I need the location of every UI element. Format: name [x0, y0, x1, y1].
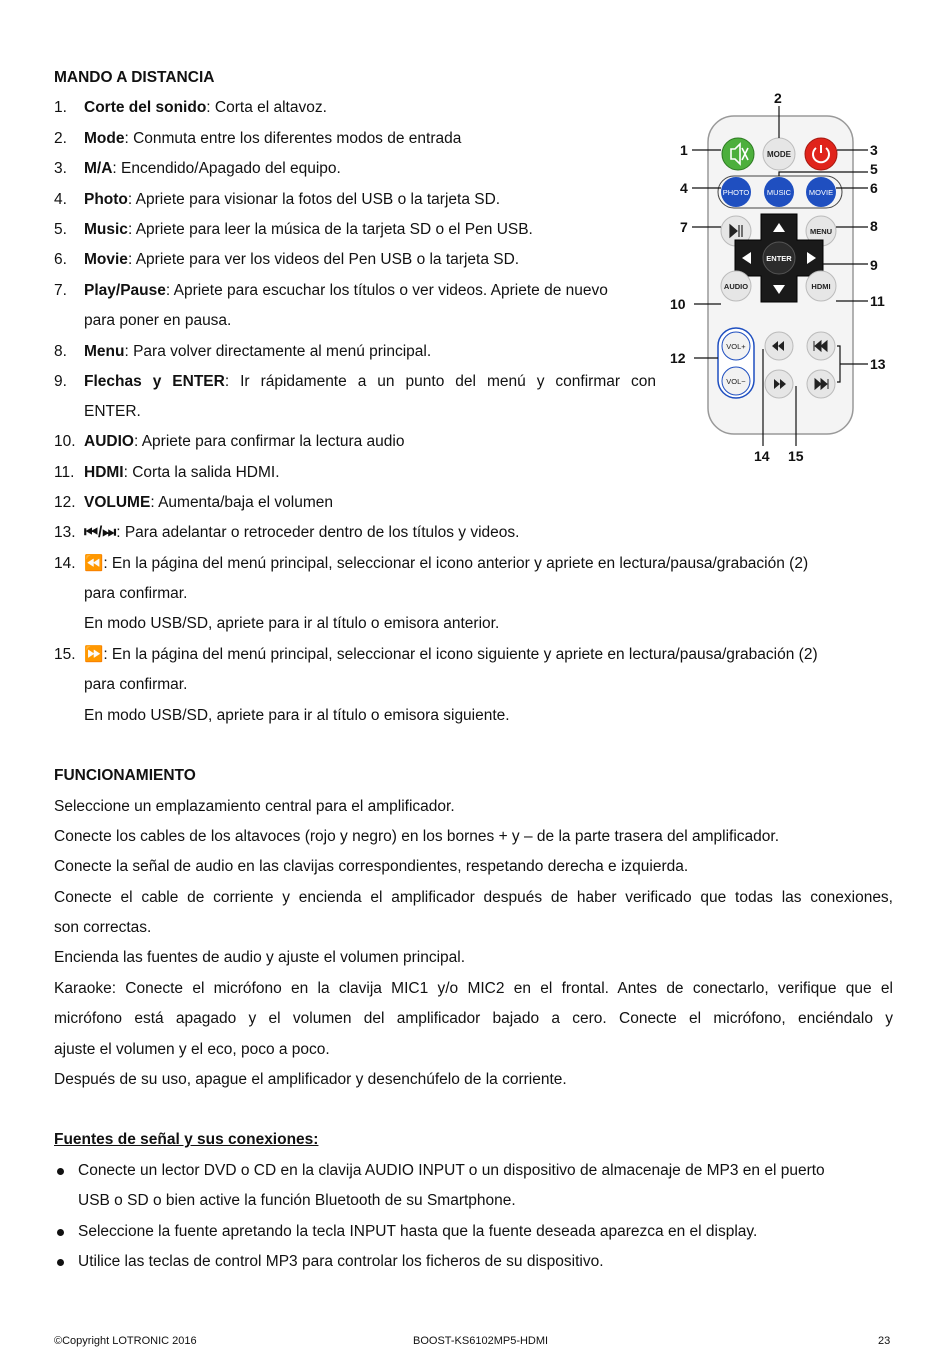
list-item-number: 2. [54, 130, 67, 147]
list-item-term: Photo [84, 191, 128, 208]
list-item-number: 5. [54, 221, 67, 238]
list-item-text [84, 523, 519, 543]
callout-label: 8 [870, 218, 878, 234]
callout-label: 12 [670, 350, 686, 366]
mute-button-icon [722, 138, 754, 170]
bullet-text: Seleccione la fuente apretando la tecla INPUT hasta que la fuente deseada aparezca en el display. [78, 1223, 758, 1240]
list-item-number: 7. [54, 282, 67, 299]
footer-copyright: ©Copyright LOTRONIC 2016 [54, 1335, 197, 1347]
operation-line: Después de su uso, apague el amplificador y desenchúfelo de la corriente. [54, 1071, 567, 1088]
power-button-icon [805, 138, 837, 170]
list-item-text [84, 159, 341, 179]
list-item-number: 11. [54, 464, 75, 481]
list-item-term: ⏪ [84, 555, 104, 572]
callout-label: 13 [870, 356, 886, 372]
list-item-number: 15. [54, 646, 76, 663]
list-item-text [84, 190, 500, 210]
mode-button-label: MODE [767, 150, 791, 159]
vol-up-label: VOL+ [726, 342, 746, 351]
list-item-term: M/A [84, 160, 113, 177]
callout-label: 4 [680, 180, 688, 196]
list-item-description: : Apriete para leer la música de la tarjeta SD o el Pen USB. [127, 221, 533, 238]
list-item-description: : Apriete para escuchar los títulos o ver videos. Apriete de nuevo [165, 282, 608, 299]
list-item-term: Corte del sonido [84, 99, 207, 116]
bullet-icon [57, 1259, 64, 1266]
list-item-text [84, 281, 608, 301]
enter-button-label: ENTER [766, 254, 792, 263]
operation-line: ajuste el volumen y el eco, poco a poco. [54, 1041, 330, 1058]
section-heading-remote: MANDO A DISTANCIA [54, 69, 215, 86]
list-item-number: 4. [54, 191, 67, 208]
list-item-term: AUDIO [84, 433, 134, 450]
list-item-text [84, 220, 533, 240]
list-item-description: : Ir rápidamente a un punto del menú y confirmar con [224, 373, 656, 390]
list-item-continuation: En modo USB/SD, apriete para ir al título o emisora siguiente. [84, 707, 510, 724]
list-item-description: : Apriete para confirmar la lectura audio [133, 433, 405, 450]
bullet-icon [57, 1168, 64, 1175]
list-item-description: : Encendido/Apagado del equipo. [112, 160, 341, 177]
list-item-text [84, 129, 461, 149]
list-item-continuation: para confirmar. [84, 676, 188, 693]
footer-page-number: 23 [878, 1335, 891, 1347]
callout-label: 3 [870, 142, 878, 158]
list-item-text [84, 372, 656, 392]
list-item-text [84, 250, 519, 270]
operation-line: Conecte el cable de corriente y encienda el amplificador después de haber verificado que todas las conexiones, [54, 889, 893, 906]
operation-line: Encienda las fuentes de audio y ajuste el volumen principal. [54, 949, 466, 966]
list-item-description: : Para volver directamente al menú principal. [124, 343, 432, 360]
section-heading-operation: FUNCIONAMIENTO [54, 767, 196, 784]
list-item-number: 14. [54, 555, 76, 572]
list-item-term: Movie [84, 251, 128, 268]
callout-label: 15 [788, 448, 804, 464]
operation-line: Seleccione un emplazamiento central para el amplificador. [54, 798, 455, 815]
callout-label: 7 [680, 219, 688, 235]
list-item-continuation: para confirmar. [84, 585, 188, 602]
operation-line: Karaoke: Conecte el micrófono en la clavija MIC1 y/o MIC2 en el frontal. Antes de conectarlo, verifique que el [54, 980, 893, 997]
list-item-description: : Aumenta/baja el volumen [150, 494, 333, 511]
list-item-number: 9. [54, 373, 67, 390]
list-item-term: Mode [84, 130, 125, 147]
list-item-number: 6. [54, 251, 67, 268]
photo-button-label: PHOTO [722, 188, 750, 197]
operation-line: Conecte la señal de audio en las clavijas correspondientes, respetando derecha e izquierda. [54, 858, 689, 875]
list-item-description: : Corta el altavoz. [206, 99, 327, 116]
list-item-term: VOLUME [84, 494, 151, 511]
callout-label: 5 [870, 161, 878, 177]
list-item-text [84, 645, 818, 665]
list-item-description: : Conmuta entre los diferentes modos de entrada [124, 130, 462, 147]
list-item-number: 8. [54, 343, 67, 360]
list-item-description: : Apriete para ver los videos del Pen USB o la tarjeta SD. [127, 251, 520, 268]
list-item-number: 10. [54, 433, 76, 450]
list-item-description: : Apriete para visionar la fotos del USB o la tarjeta SD. [127, 191, 501, 208]
list-item-term: Flechas y ENTER [84, 373, 225, 390]
list-item-description: : En la página del menú principal, seleccionar el icono siguiente y apriete en lectura/pausa/grabación (2) [103, 646, 818, 663]
music-button-label: MUSIC [766, 188, 792, 197]
list-item-text [84, 554, 808, 574]
list-item-number: 13. [54, 524, 76, 541]
callout-label: 2 [774, 90, 782, 106]
footer-model: BOOST-KS6102MP5-HDMI [413, 1335, 549, 1347]
remote-control-illustration [668, 86, 898, 466]
list-item-description: : En la página del menú principal, seleccionar el icono anterior y apriete en lectura/pausa/grabación (2) [103, 555, 809, 572]
list-item-number: 3. [54, 160, 67, 177]
list-item-term: ⏮/⏭ [84, 524, 117, 541]
bullet-continuation: USB o SD o bien active la función Bluetooth de su Smartphone. [78, 1192, 516, 1209]
list-item-description: : Corta la salida HDMI. [123, 464, 280, 481]
list-item-term: Music [84, 221, 128, 238]
list-item-description: : Para adelantar o retroceder dentro de los títulos y videos. [116, 524, 520, 541]
movie-button-label: MOVIE [808, 188, 834, 197]
list-item-continuation: En modo USB/SD, apriete para ir al título o emisora anterior. [84, 615, 500, 632]
list-item-term: Menu [84, 343, 125, 360]
list-item-term: Play/Pause [84, 282, 166, 299]
section-heading-sources: Fuentes de señal y sus conexiones: [54, 1131, 319, 1148]
callout-label: 14 [754, 448, 770, 464]
vol-down-label: VOL− [726, 377, 746, 386]
menu-button-label: MENU [809, 227, 833, 236]
callout-label: 1 [680, 142, 688, 158]
operation-line: son correctas. [54, 919, 152, 936]
bullet-icon [57, 1229, 64, 1236]
operation-line: micrófono está apagado y el volumen del amplificador bajado a cero. Conecte el micrófono, enciéndalo y [54, 1010, 893, 1027]
hdmi-button-label: HDMI [811, 282, 831, 291]
audio-button-label: AUDIO [723, 282, 749, 291]
list-item-term: ⏩ [84, 646, 104, 663]
bullet-text: Utilice las teclas de control MP3 para controlar los ficheros de su dispositivo. [78, 1253, 604, 1270]
list-item-number: 12. [54, 494, 76, 511]
list-item-text [84, 493, 333, 513]
list-item-text [84, 342, 431, 362]
callout-label: 9 [870, 257, 878, 273]
list-item-continuation: para poner en pausa. [84, 312, 232, 329]
list-item-text [84, 463, 280, 483]
bullet-text: Conecte un lector DVD o CD en la clavija AUDIO INPUT o un dispositivo de almacenaje de MP3 en el puerto [78, 1162, 825, 1179]
callout-label: 6 [870, 180, 878, 196]
list-item-number: 1. [54, 99, 67, 116]
list-item-continuation: ENTER. [84, 403, 141, 420]
list-item-text [84, 98, 327, 118]
callout-label: 10 [670, 296, 686, 312]
callout-label: 11 [870, 293, 885, 309]
list-item-term: HDMI [84, 464, 124, 481]
operation-line: Conecte los cables de los altavoces (rojo y negro) en los bornes + y – de la parte trasera del amplificador. [54, 828, 780, 845]
list-item-text [84, 432, 404, 452]
